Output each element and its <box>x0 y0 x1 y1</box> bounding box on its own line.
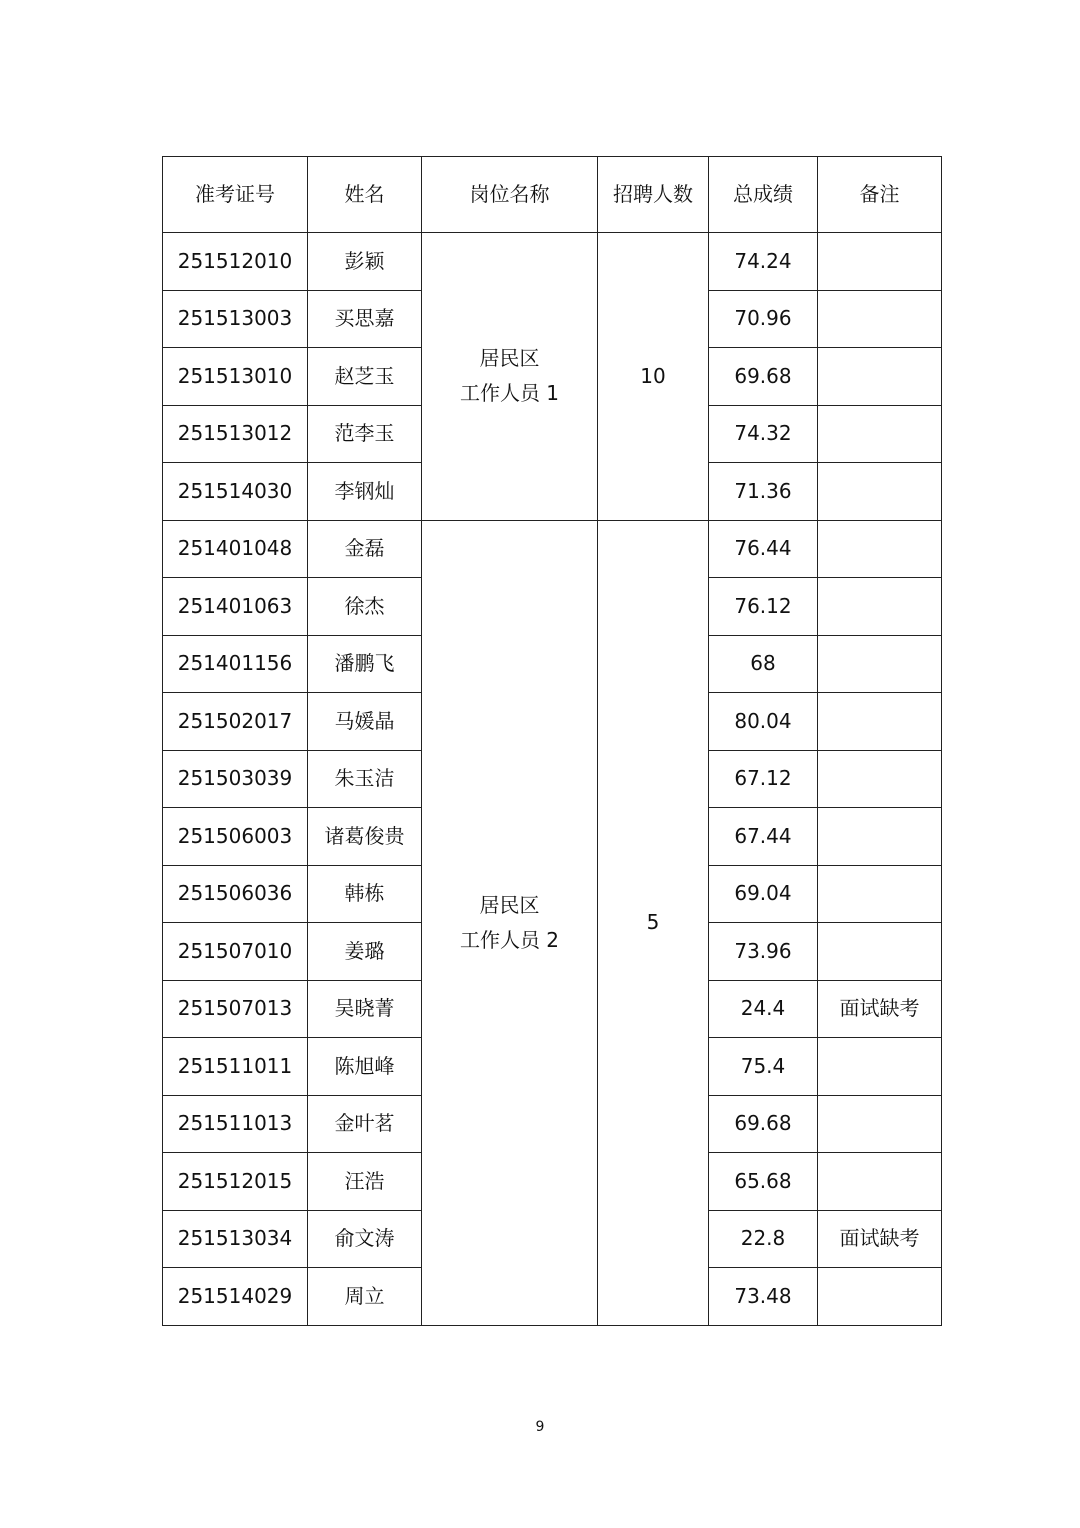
total-score-cell: 69.68 <box>709 348 818 406</box>
name-cell: 陈旭峰 <box>308 1038 422 1096</box>
name-cell: 姜璐 <box>308 923 422 981</box>
header-exam-id: 准考证号 <box>163 157 308 233</box>
remarks-cell <box>818 808 942 866</box>
exam-id-cell: 251401063 <box>163 578 308 636</box>
remarks-cell <box>818 348 942 406</box>
total-score-cell: 74.32 <box>709 405 818 463</box>
header-quota: 招聘人数 <box>598 157 709 233</box>
total-score-cell: 71.36 <box>709 463 818 521</box>
exam-id-cell: 251506003 <box>163 808 308 866</box>
name-cell: 韩栋 <box>308 865 422 923</box>
page-number: 9 <box>535 1419 545 1435</box>
total-score-cell: 76.44 <box>709 520 818 578</box>
total-score-cell: 69.04 <box>709 865 818 923</box>
exam-id-cell: 251507013 <box>163 980 308 1038</box>
remarks-cell: 面试缺考 <box>818 980 942 1038</box>
header-remarks: 备注 <box>818 157 942 233</box>
name-cell: 潘鹏飞 <box>308 635 422 693</box>
total-score-cell: 68 <box>709 635 818 693</box>
post-name-line1: 居民区 <box>479 346 540 371</box>
post-name-line1: 居民区 <box>479 892 540 917</box>
remarks-cell <box>818 520 942 578</box>
total-score-cell: 65.68 <box>709 1153 818 1211</box>
total-score-cell: 75.4 <box>709 1038 818 1096</box>
table-row <box>163 520 942 578</box>
name-cell: 汪浩 <box>308 1153 422 1211</box>
quota-cell: 5 <box>598 520 709 1325</box>
total-score-cell: 73.48 <box>709 1268 818 1326</box>
name-cell: 范李玉 <box>308 405 422 463</box>
total-score-cell: 22.8 <box>709 1210 818 1268</box>
total-score-cell: 69.68 <box>709 1095 818 1153</box>
post-cell <box>422 233 598 521</box>
name-cell: 赵芝玉 <box>308 348 422 406</box>
header-post: 岗位名称 <box>422 157 598 233</box>
post-name-line2: 工作人员 1 <box>459 381 560 406</box>
score-table <box>162 156 942 1326</box>
total-score-cell: 24.4 <box>709 980 818 1038</box>
exam-id-cell: 251512010 <box>163 233 308 291</box>
remarks-cell <box>818 1268 942 1326</box>
name-cell: 金叶茗 <box>308 1095 422 1153</box>
remarks-cell <box>818 923 942 981</box>
total-score-cell: 67.44 <box>709 808 818 866</box>
total-score-cell: 76.12 <box>709 578 818 636</box>
post-cell <box>422 520 598 1325</box>
name-cell: 买思嘉 <box>308 290 422 348</box>
exam-id-cell: 251401048 <box>163 520 308 578</box>
name-cell: 金磊 <box>308 520 422 578</box>
total-score-cell: 67.12 <box>709 750 818 808</box>
table-row <box>163 233 942 291</box>
remarks-cell <box>818 233 942 291</box>
exam-id-cell: 251507010 <box>163 923 308 981</box>
remarks-cell <box>818 578 942 636</box>
remarks-cell <box>818 1095 942 1153</box>
quota-cell: 10 <box>598 233 709 521</box>
remarks-cell <box>818 1153 942 1211</box>
name-cell: 吴晓菁 <box>308 980 422 1038</box>
name-cell: 马媛晶 <box>308 693 422 751</box>
header-total-score: 总成绩 <box>709 157 818 233</box>
exam-id-cell: 251502017 <box>163 693 308 751</box>
header-name: 姓名 <box>308 157 422 233</box>
exam-id-cell: 251513012 <box>163 405 308 463</box>
name-cell: 俞文涛 <box>308 1210 422 1268</box>
name-cell: 诸葛俊贵 <box>308 808 422 866</box>
exam-id-cell: 251513034 <box>163 1210 308 1268</box>
exam-id-cell: 251401156 <box>163 635 308 693</box>
name-cell: 朱玉洁 <box>308 750 422 808</box>
exam-id-cell: 251506036 <box>163 865 308 923</box>
total-score-cell: 70.96 <box>709 290 818 348</box>
remarks-cell <box>818 463 942 521</box>
exam-id-cell: 251503039 <box>163 750 308 808</box>
total-score-cell: 74.24 <box>709 233 818 291</box>
remarks-cell <box>818 405 942 463</box>
name-cell: 周立 <box>308 1268 422 1326</box>
total-score-cell: 73.96 <box>709 923 818 981</box>
exam-id-cell: 251513010 <box>163 348 308 406</box>
exam-id-cell: 251513003 <box>163 290 308 348</box>
exam-id-cell: 251514030 <box>163 463 308 521</box>
name-cell: 徐杰 <box>308 578 422 636</box>
remarks-cell <box>818 1038 942 1096</box>
exam-id-cell: 251514029 <box>163 1268 308 1326</box>
exam-id-cell: 251511011 <box>163 1038 308 1096</box>
remarks-cell <box>818 693 942 751</box>
remarks-cell: 面试缺考 <box>818 1210 942 1268</box>
total-score-cell: 80.04 <box>709 693 818 751</box>
exam-id-cell: 251511013 <box>163 1095 308 1153</box>
remarks-cell <box>818 865 942 923</box>
name-cell: 李钢灿 <box>308 463 422 521</box>
header-row <box>163 157 942 233</box>
remarks-cell <box>818 635 942 693</box>
table-body <box>163 233 942 1326</box>
remarks-cell <box>818 290 942 348</box>
name-cell: 彭颖 <box>308 233 422 291</box>
remarks-cell <box>818 750 942 808</box>
exam-id-cell: 251512015 <box>163 1153 308 1211</box>
post-name-line2: 工作人员 2 <box>459 927 560 952</box>
